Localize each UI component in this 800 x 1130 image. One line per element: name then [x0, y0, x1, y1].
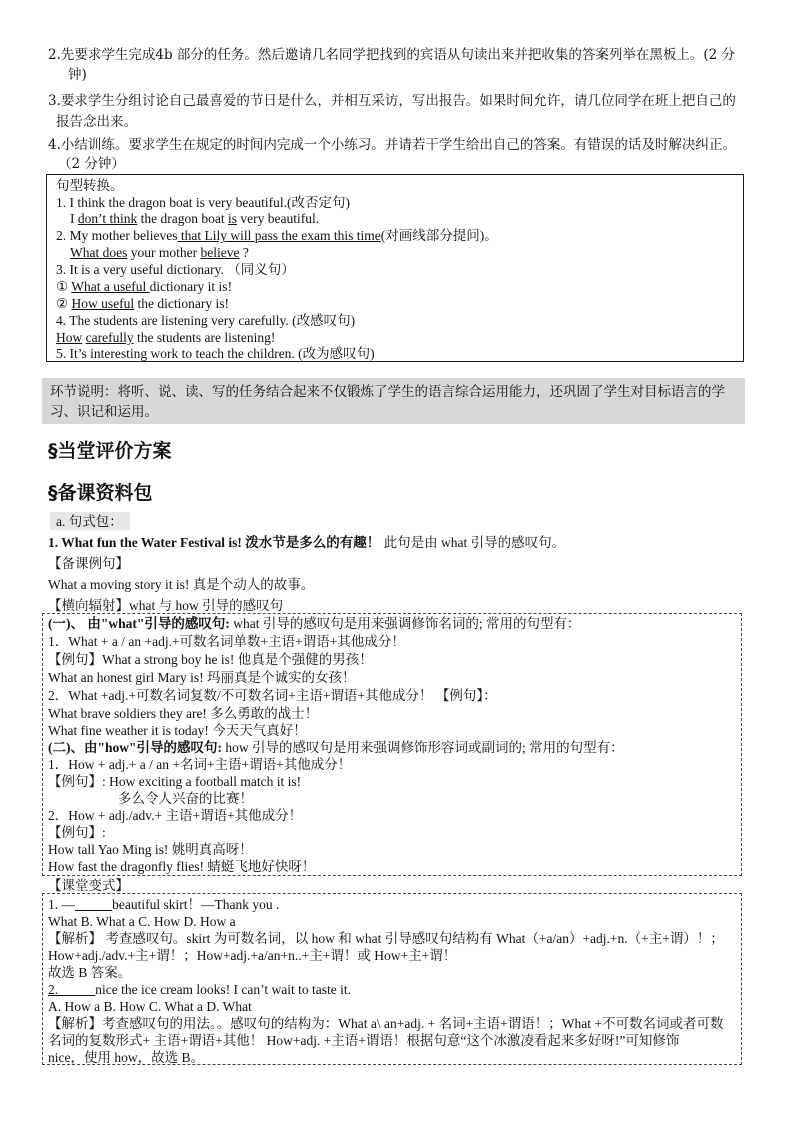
exercise-q1: 1. I think the dragon boat is very beautiful.(改否定句) — [56, 195, 350, 210]
practice-q2-options: A. How a B. How C. What a D. What — [48, 999, 252, 1014]
grammar-how-r6: How tall Yao Ming is! 姚明真高呀！ — [48, 842, 253, 857]
step-2-cont: 钟) — [68, 67, 87, 83]
example-line: What a moving story it is! 真是个动人的故事。 — [48, 577, 315, 592]
step-3: 3.要求学生分组讨论自己最喜爱的节日是什么，并相互采访，写出报告。如果时间允许，请几位同学在班上把自己的 — [48, 93, 736, 109]
grammar-how-r1: 1．How + adj.+ a / an +名词+主语+谓语+其他成分！ — [48, 757, 352, 772]
step-3-cont: 报告念出来。 — [56, 114, 137, 130]
resource-p1: 1. What fun the Water Festival is! 泼水节是多么的有趣！ 此句是由 what 引导的感叹句。 — [48, 535, 566, 550]
grammar-how-r7: How fast the dragonfly flies! 蜻蜓飞地好快呀！ — [48, 859, 316, 874]
practice-q1: 1. — beautiful skirt！—Thank you . — [48, 897, 280, 912]
practice-q1-analysis-2: How+adj./adv.+主+谓！；How+adj.+a/an+n..+主+谓！或 How+主+谓！ — [48, 948, 457, 963]
practice-q1-options: What B. What a C. How D. How a — [48, 914, 236, 929]
practice-q1-analysis-3: 故选 B 答案。 — [48, 965, 132, 980]
grammar-how-r5: 【例句】: — [48, 825, 106, 840]
practice-q2-analysis-3: nice，使用 how，故选 B。 — [48, 1050, 204, 1065]
exercise-a3a: ① What a useful dictionary it is! — [56, 279, 233, 294]
heading-evaluation: §当堂评价方案 — [48, 440, 172, 462]
practice-q2-analysis-1: 【解析】考查感叹句的用法。。感叹句的结构为：What a\ an+adj. + 名词+主语+谓语！；What +不可数名词或者可数 — [48, 1016, 724, 1031]
exercise-q5: 5. It’s interesting work to teach the children. (改为感叹句) — [56, 346, 375, 361]
exercise-q2: 2. My mother believes that Lily will pass the exam this time(对画线部分提问)。 — [56, 228, 498, 243]
grammar-what-r2: 【例句】What a strong boy he is! 他真是个强健的男孩！ — [48, 652, 373, 667]
section-note: 环节说明：将听、说、读、写的任务结合起来不仅锻炼了学生的语言综合运用能力，还巩固了学生对目标语言的学习、识记和运用。 — [42, 378, 745, 424]
exercise-q3: 3. It is a very useful dictionary. （同义句） — [56, 262, 295, 277]
exercise-a4: How carefully the students are listening! — [56, 330, 276, 345]
example-label: 【备课例句】 — [48, 556, 129, 571]
grammar-how-r4: 2．How + adj./adv.+ 主语+谓语+其他成分！ — [48, 808, 303, 823]
grammar-what-r1: 1．What + a / an +adj.+可数名词单数+主语+谓语+其他成分！ — [48, 634, 405, 649]
exercise-title: 句型转换。 — [56, 178, 124, 193]
grammar-what-r3: What an honest girl Mary is! 玛丽真是个诚实的女孩！ — [48, 670, 356, 685]
practice-label: 【课堂变式】 — [48, 878, 129, 893]
grammar-what-r6: What fine weather it is today! 今天天气真好！ — [48, 723, 307, 738]
grammar-how-r2: 【例句】: How exciting a football match it is! — [48, 774, 302, 789]
grammar-what-r4: 2．What +adj.+可数名词复数/不可数名词+主语+谓语+其他成分！ 【例句】： — [48, 688, 497, 703]
radiation-label: 【横向辐射】what 与 how 引导的感叹句 — [48, 598, 284, 613]
grammar-what-title: (一)、 由"what"引导的感叹句: what 引导的感叹句是用来强调修饰名词的; 常用的句型有： — [48, 616, 581, 631]
practice-q1-analysis-1: 【解析】 考查感叹句。skirt 为可数名词，以 how 和 what 引导感叹句结构有 What（+a/an）+adj.+n.（+主+谓）！； — [48, 931, 724, 946]
pattern-label: a. 句式包： — [56, 514, 123, 529]
heading-resources: §备课资料包 — [48, 482, 153, 504]
exercise-q4: 4. The students are listening very carefully. (改感叹句) — [56, 313, 356, 328]
practice-q2-analysis-2: 名词的复数形式+ 主语+谓语+其他！ How+adj. +主语+谓语！根据句意“这个冰激凌看起来多好呀!”可知修饰 — [48, 1033, 680, 1048]
exercise-a1: I don’t think the dragon boat is very beautiful. — [70, 211, 320, 226]
step-4-cont: （2 分钟） — [58, 156, 125, 172]
grammar-what-r5: What brave soldiers they are! 多么勇敢的战士！ — [48, 706, 319, 721]
step-2: 2.先要求学生完成4b 部分的任务。然后邀请几名同学把找到的宾语从句读出来并把收集的答案列举在黑板上。(2 分 — [48, 47, 736, 63]
practice-q2: 2. nice the ice cream looks! I can’t wait to taste it. — [48, 982, 352, 997]
grammar-how-r3: 多么令人兴奋的比赛！ — [118, 791, 253, 806]
exercise-a3b: ② How useful the dictionary is! — [56, 296, 229, 311]
step-4: 4.小结训练。要求学生在规定的时间内完成一个小练习。并请若干学生给出自己的答案。有错误的话及时解决纠正。 — [48, 137, 736, 153]
grammar-how-title: (二)、由"how"引导的感叹句: how 引导的感叹句是用来强调修饰形容词或副词的; 常用的句型有： — [48, 740, 624, 755]
exercise-a2: What does your mother believe ? — [70, 245, 249, 260]
